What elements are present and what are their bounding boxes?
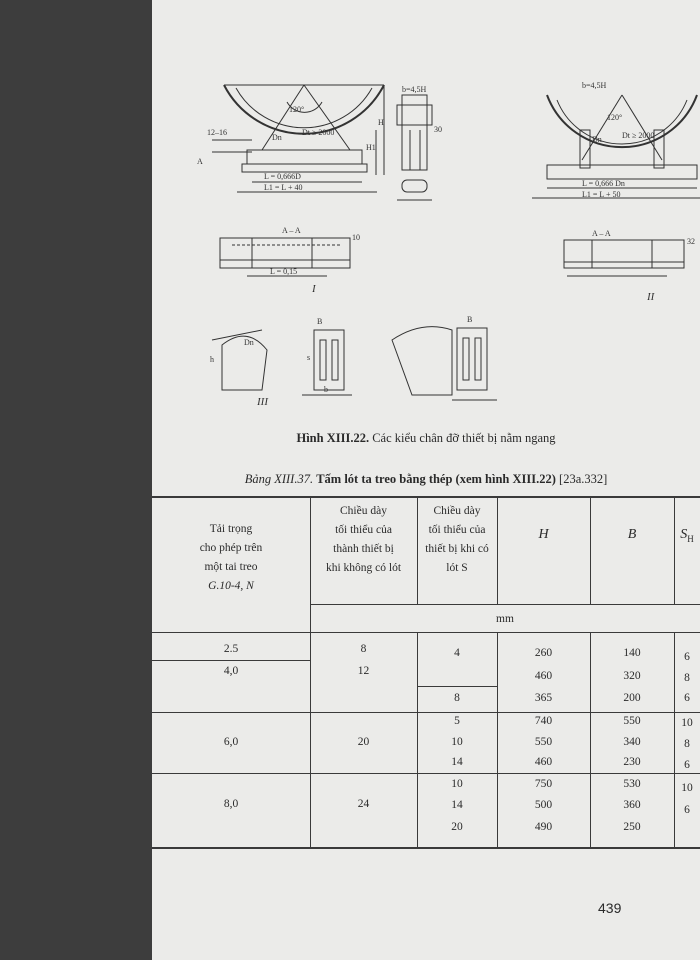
s-cell-7: 14 xyxy=(451,799,463,811)
h-label-i: H xyxy=(378,118,384,127)
h-cell-1: 260 xyxy=(534,647,553,659)
b-cell-2: 320 xyxy=(623,670,641,682)
dn-label-i: Dn xyxy=(272,133,282,142)
row-rule-8 xyxy=(152,773,700,774)
aa-label-ii: A – A xyxy=(592,229,611,238)
s-rule xyxy=(417,686,497,687)
sh-cell-4: 10 xyxy=(681,717,693,729)
sh-cell-6: 6 xyxy=(684,759,690,771)
table-caption-ref: [23a.332] xyxy=(559,472,608,486)
header-load-line-4: G.10-4, N xyxy=(208,580,254,592)
angle-label-i: 120° xyxy=(289,105,305,114)
sh-cell-1: 6 xyxy=(684,651,690,663)
b45h-label-ii: b=4,5H xyxy=(582,81,607,90)
header-wall-with-pad xyxy=(417,502,497,578)
s-cell-6: 10 xyxy=(451,778,463,790)
header-load-line-3: một tai treo xyxy=(204,561,258,573)
angle-label-ii: 120° xyxy=(607,113,623,122)
s-label-iii: s xyxy=(307,353,311,362)
header-sh xyxy=(674,528,700,546)
b-cell-7: 530 xyxy=(623,778,641,790)
variant-ii-label: II xyxy=(647,291,655,303)
table-bottom-rule xyxy=(152,847,700,849)
header-wall-no-pad-line-1: Chiều dày xyxy=(340,505,387,517)
b-cell-1: 140 xyxy=(623,647,641,659)
g-cell-2: 4,0 xyxy=(223,665,239,677)
header-sh-main: S xyxy=(680,527,688,542)
dim-10-i: 10 xyxy=(352,233,360,242)
wall-no-pad-cell-3: 20 xyxy=(357,736,370,748)
variant-iii-label: III xyxy=(257,396,268,408)
data-table xyxy=(152,0,700,960)
dt-label-ii: Dt ≥ 2000 xyxy=(622,131,655,140)
sh-cell-8: 6 xyxy=(684,804,690,816)
b-label-iii-a: B xyxy=(317,317,323,326)
header-wall-with-pad-line-3: thiết bị khi có xyxy=(425,543,489,555)
h-cell-4: 740 xyxy=(534,715,553,727)
dn-label-iii: Dn xyxy=(244,338,254,347)
sh-cell-2: 8 xyxy=(684,672,690,684)
dn-label-ii: Dn xyxy=(592,135,602,144)
header-wall-no-pad xyxy=(310,502,417,578)
small-b-label-iii: b xyxy=(324,385,328,394)
h-cell-5: 550 xyxy=(534,736,553,748)
header-load xyxy=(152,520,310,596)
header-unit: mm xyxy=(496,613,514,625)
header-bottom-rule xyxy=(152,632,700,633)
b-cell-9: 250 xyxy=(623,821,641,833)
header-load-line-2: cho phép trên xyxy=(199,542,263,554)
header-load-line-1: Tải trọng xyxy=(209,523,253,535)
table-top-rule xyxy=(152,496,700,498)
b-cell-5: 340 xyxy=(623,736,641,748)
s-cell-2: 8 xyxy=(454,692,460,704)
h-cell-2: 460 xyxy=(534,670,553,682)
g-cell-4: 8,0 xyxy=(223,798,239,810)
wall-no-pad-cell-2: 12 xyxy=(357,665,370,677)
variant-i-label: I xyxy=(312,283,316,295)
dim-32-ii: 32 xyxy=(687,237,695,246)
l-label-i: L = 0,666D xyxy=(264,172,301,181)
header-wall-no-pad-line-4: khi không có lót xyxy=(325,562,402,574)
sh-cell-3: 6 xyxy=(684,692,690,704)
page-number: 439 xyxy=(598,900,622,916)
header-wall-with-pad-line-4: lót S xyxy=(446,562,468,574)
l1-label-ii: L1 = L + 50 xyxy=(582,190,621,199)
header-sh-sub: H xyxy=(687,533,694,544)
h-cell-7: 750 xyxy=(534,778,553,790)
figure-caption-number: Hình XIII.22. xyxy=(296,431,370,445)
h-cell-8: 500 xyxy=(534,799,553,811)
row-rule-2-5 xyxy=(152,660,310,661)
s-cell-3: 5 xyxy=(454,715,460,727)
l1-label-i: L1 = L + 40 xyxy=(264,183,303,192)
h-small-label-iii: h xyxy=(210,355,214,364)
col-rule-5-header xyxy=(674,497,675,605)
s-cell-1: 4 xyxy=(454,647,460,659)
h-cell-3: 365 xyxy=(534,692,553,704)
col-rule-3-header xyxy=(497,497,498,605)
s-cell-8: 20 xyxy=(451,821,463,833)
document-page xyxy=(152,0,700,960)
b-label-iii-b: B xyxy=(467,315,473,324)
b-cell-4: 550 xyxy=(623,715,641,727)
b45h-label-i: b=4,5H xyxy=(402,85,427,94)
table-caption-title: Tấm lót ta treo bằng thép (xem hình XIII.22) xyxy=(316,472,556,486)
a-letter-i: A xyxy=(197,157,203,166)
row-rule-6 xyxy=(152,712,700,713)
dim-30-i: 30 xyxy=(434,125,442,134)
g-cell-1: 2.5 xyxy=(223,643,239,655)
dim-1216-i: 12–16 xyxy=(207,128,227,137)
h1-label-i: H1 xyxy=(366,143,376,152)
col-rule-4-header xyxy=(590,497,591,605)
h-cell-9: 490 xyxy=(534,821,553,833)
sh-cell-7: 10 xyxy=(681,782,693,794)
h-cell-6: 460 xyxy=(534,756,553,768)
sh-cell-5: 8 xyxy=(684,738,690,750)
figure-caption-text: Các kiểu chân đỡ thiết bị nằm ngang xyxy=(372,431,556,445)
table-caption-label: Bảng XIII.37. xyxy=(244,472,314,486)
header-wall-with-pad-line-2: tối thiểu của xyxy=(428,524,486,536)
g-cell-3: 6,0 xyxy=(223,736,239,748)
aa-label-i: A – A xyxy=(282,226,301,235)
header-b: B xyxy=(627,527,637,542)
header-wall-no-pad-line-2: tối thiểu của xyxy=(335,524,392,536)
s-cell-5: 14 xyxy=(451,756,463,768)
wall-no-pad-cell-1: 8 xyxy=(360,643,367,655)
b-cell-3: 200 xyxy=(623,692,641,704)
b-cell-8: 360 xyxy=(623,799,641,811)
l-label-ii: L = 0,666 Dn xyxy=(582,179,625,188)
dt-label-i: Dt ≥ 2000 xyxy=(302,128,335,137)
header-wall-with-pad-line-1: Chiều dày xyxy=(433,505,481,517)
lq-label-i: L = 0,15 xyxy=(270,267,298,276)
header-wall-no-pad-line-3: thành thiết bị xyxy=(333,543,394,555)
b-cell-6: 230 xyxy=(623,756,641,768)
s-cell-4: 10 xyxy=(451,736,463,748)
header-h: H xyxy=(538,527,549,542)
unit-row-rule xyxy=(310,604,700,605)
wall-no-pad-cell-4: 24 xyxy=(357,798,370,810)
